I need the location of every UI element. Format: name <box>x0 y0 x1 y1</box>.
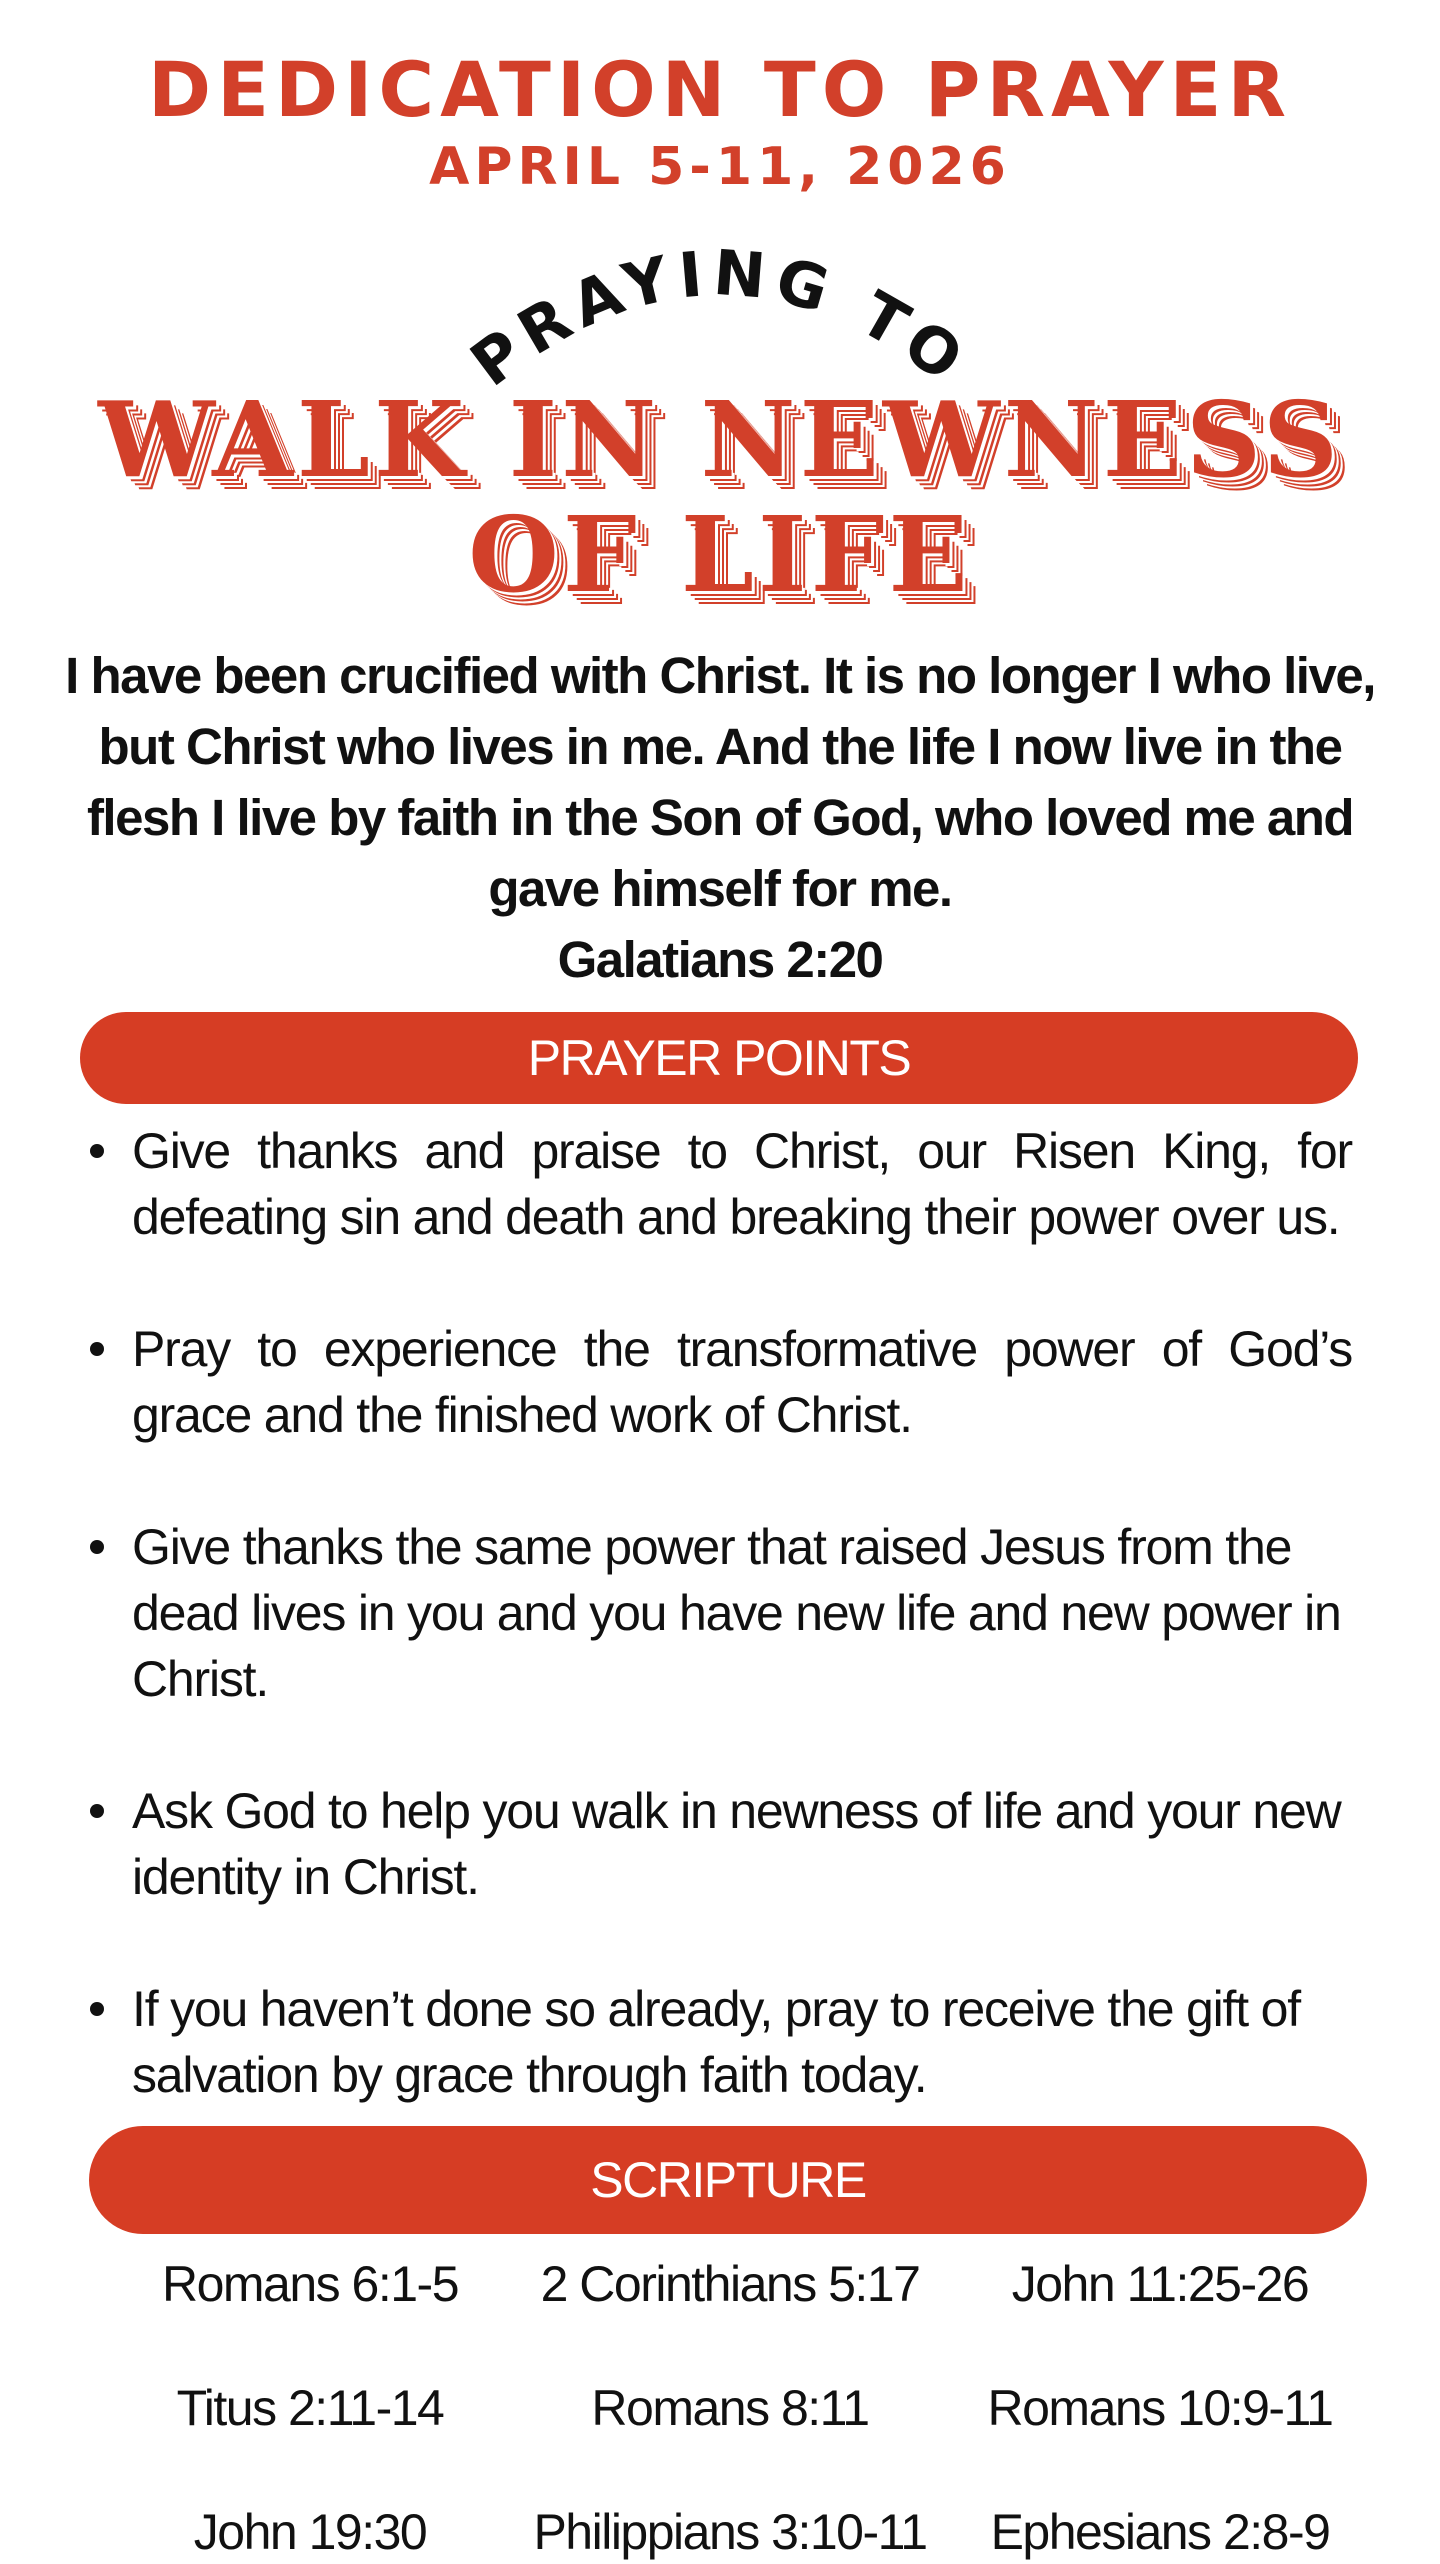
prayer-point <box>80 1976 1352 2108</box>
theme-title-line-1: WALK IN NEWNESS <box>98 378 1342 501</box>
bullet-icon <box>90 1540 104 1554</box>
scripture-ref: Romans 10:9-11 <box>987 2380 1333 2436</box>
prayer-points-list <box>80 1118 1352 2174</box>
bullet-icon <box>90 1804 104 1818</box>
theme-kicker-arc <box>457 225 983 401</box>
scripture-verse: I have been crucified with Christ. It is no longer I who live, but Christ who lives in me. And the life I now live in the flesh I live by faith in the Son of God, who loved me and gave himself for me. <box>65 647 1375 917</box>
scripture-ref: Philippians 3:10-11 <box>533 2504 927 2560</box>
prayer-point-text: Pray to experience the transformative power of God’s grace and the finished work of Christ. <box>132 1321 1352 1443</box>
svg-text:PRAYING TO <box>457 236 982 401</box>
prayer-point <box>80 1118 1352 1250</box>
prayer-point <box>80 1514 1352 1712</box>
prayer-point-text: Give thanks and praise to Christ, our Risen King, for defeating sin and death and breaking their power over us. <box>132 1123 1352 1245</box>
prayer-point-text: Give thanks the same power that raised Jesus from the dead lives in you and you have new life and new power in Christ. <box>132 1519 1341 1707</box>
date-range: APRIL 5-11, 2026 <box>429 137 1011 197</box>
scripture-ref: John 11:25-26 <box>1011 2256 1309 2312</box>
bullet-icon <box>90 1144 104 1158</box>
page-title: DEDICATION TO PRAYER <box>148 45 1292 134</box>
theme-kicker-text: PRAYING TO <box>457 235 983 401</box>
prayer-point <box>80 1778 1352 1910</box>
scripture-ref: John 19:30 <box>193 2504 427 2560</box>
prayer-points-heading: PRAYER POINTS <box>80 1012 1358 1104</box>
scripture-references <box>110 2252 1370 2564</box>
prayer-point-text: If you haven’t done so already, pray to receive the gift of salvation by grace through faith today. <box>132 1981 1300 2103</box>
prayer-point <box>80 1316 1352 1448</box>
prayer-point-text: Ask God to help you walk in newness of life and your new identity in Christ. <box>132 1783 1341 1905</box>
scripture-ref: Romans 8:11 <box>591 2380 869 2436</box>
scripture-ref: Ephesians 2:8-9 <box>990 2504 1330 2560</box>
verse-reference: Galatians 2:20 <box>557 931 883 988</box>
scripture-heading: SCRIPTURE <box>89 2126 1367 2234</box>
bullet-icon <box>90 1342 104 1356</box>
scripture-ref: 2 Corinthians 5:17 <box>540 2256 920 2312</box>
theme-title-line-2: OF LIFE <box>468 493 972 616</box>
bullet-icon <box>90 2002 104 2016</box>
scripture-ref: Titus 2:11-14 <box>176 2380 444 2436</box>
theme-kicker <box>457 225 983 401</box>
scripture-ref: Romans 6:1-5 <box>161 2256 459 2312</box>
